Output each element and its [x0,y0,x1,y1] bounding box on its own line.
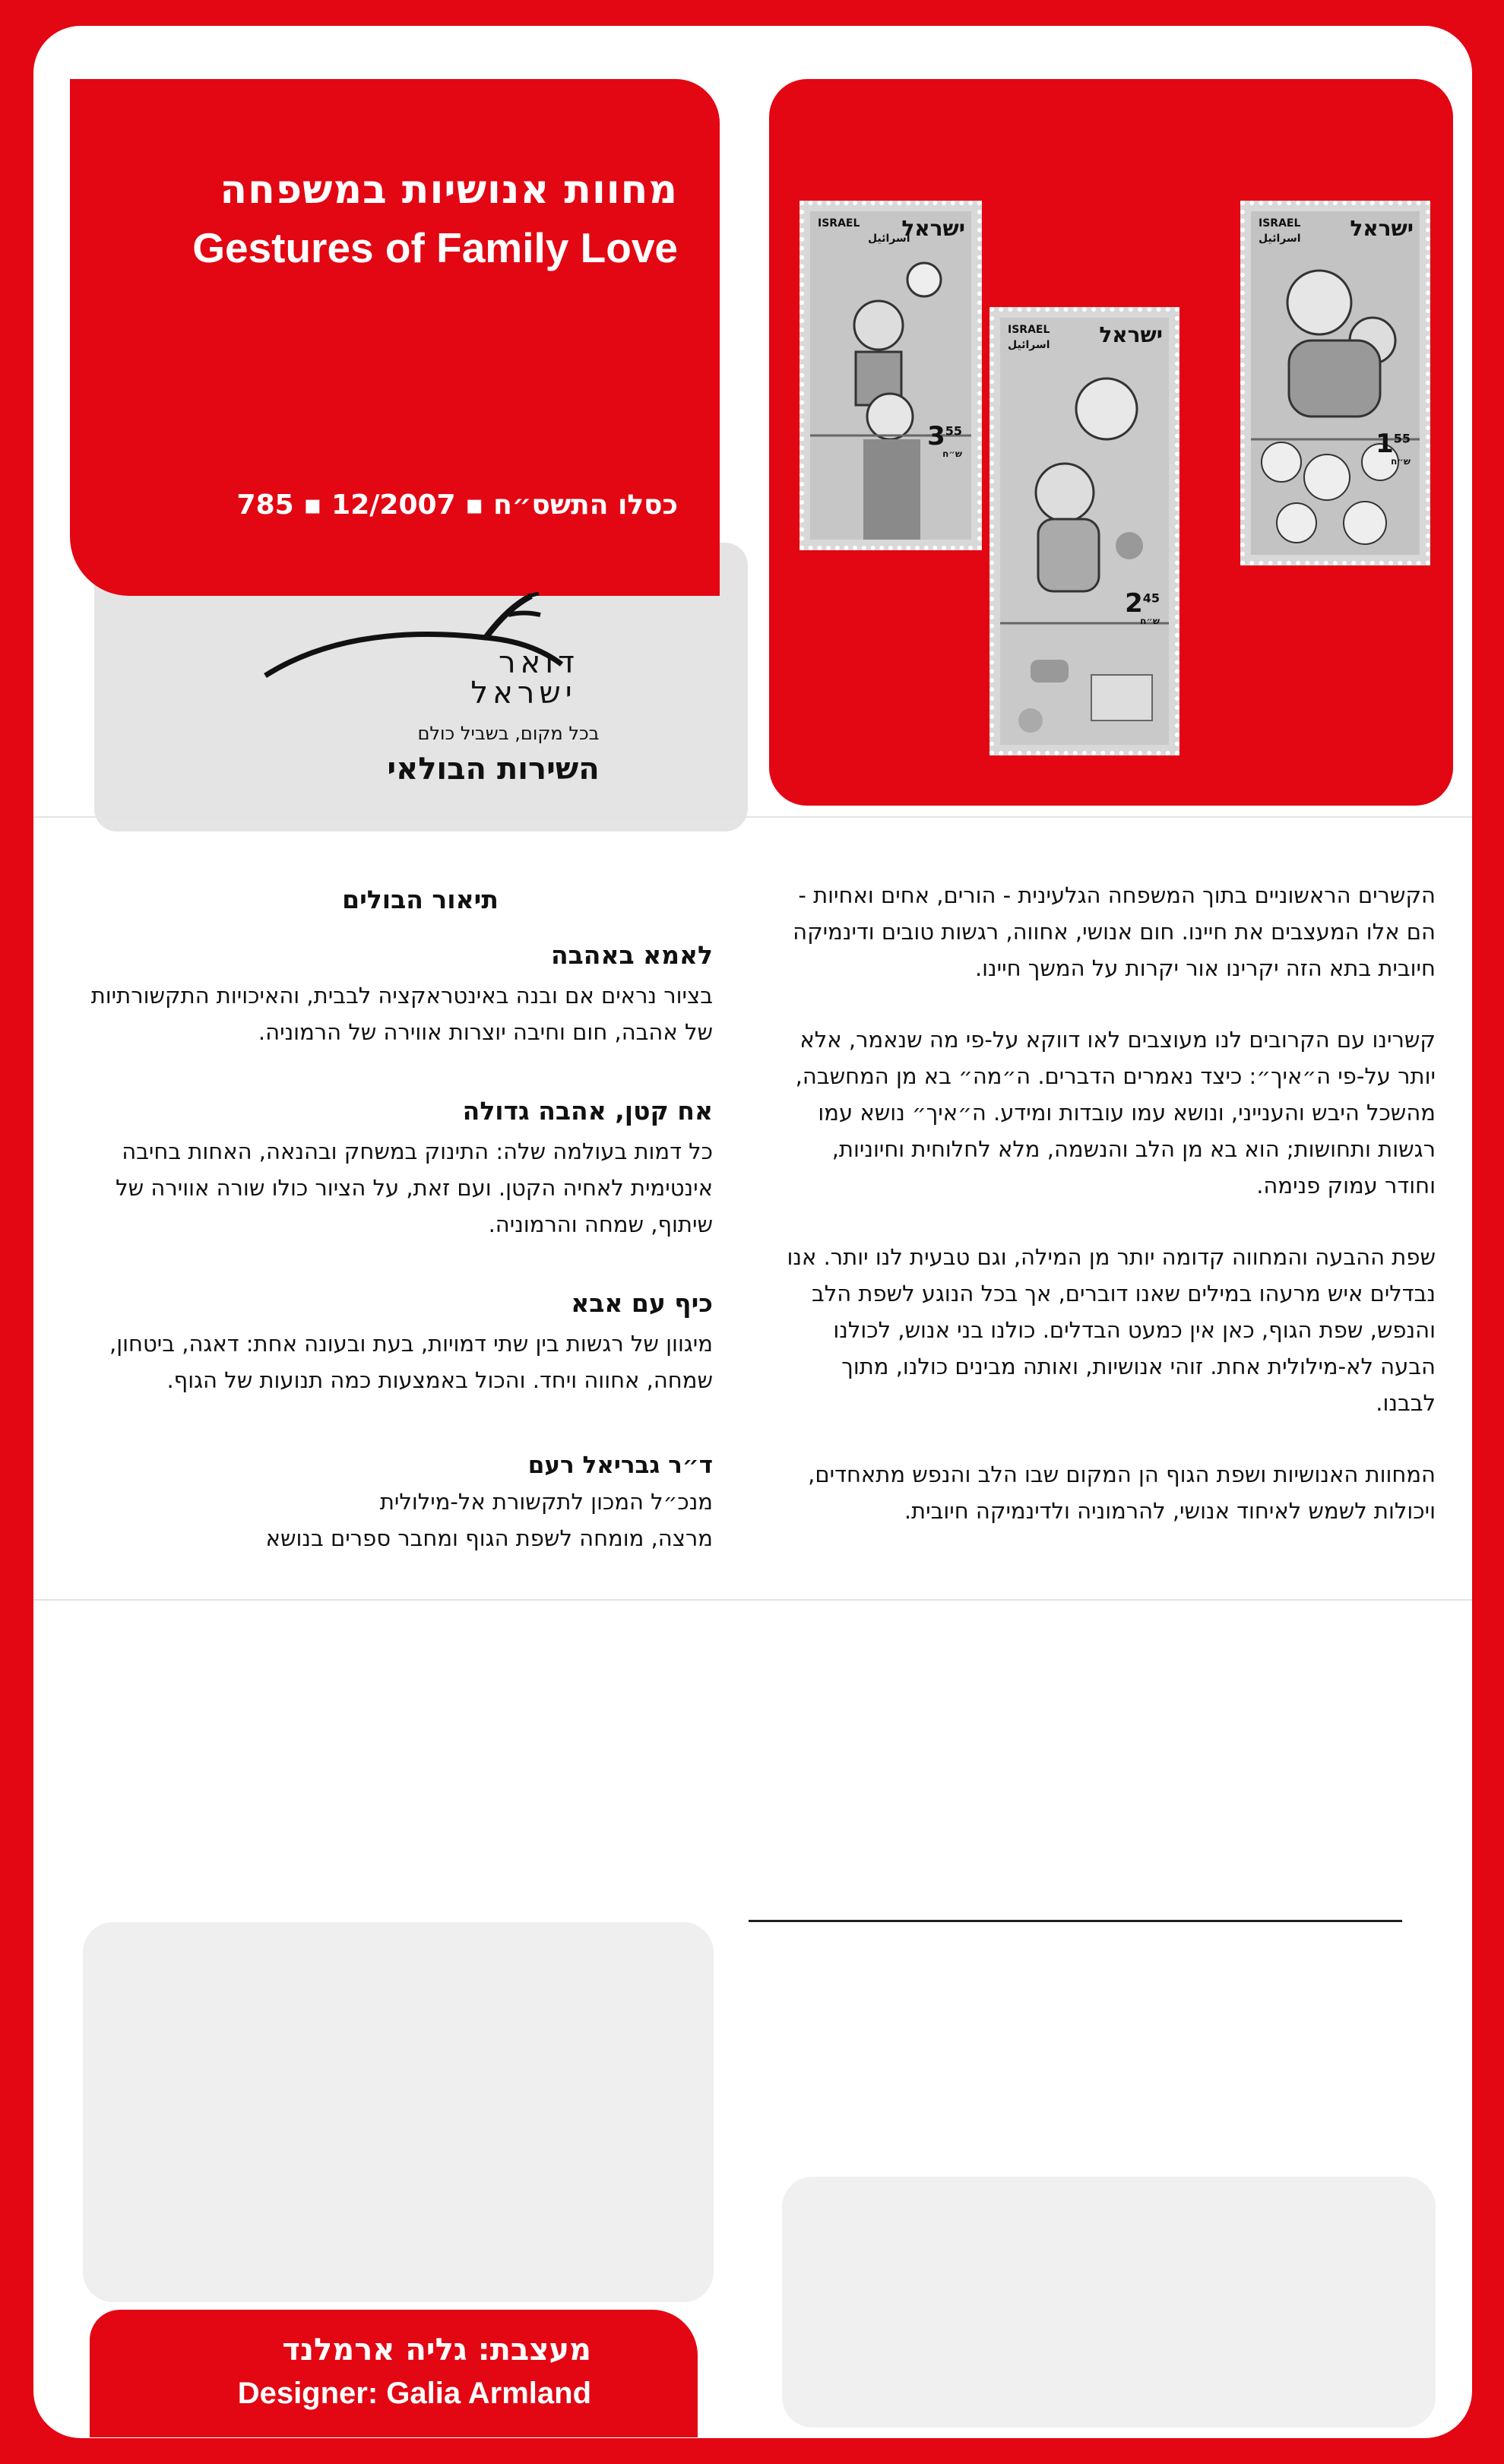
stamp-currency: ש״ח [1391,456,1411,467]
stamp-country-ar: اسرائيل [1259,233,1301,245]
logo-name-line1: דואר [498,645,580,680]
stamp-little-brother [989,307,1179,755]
section-body: כל דמות בעולמה שלה: התינוק במשחק ובהנאה, האחות בחיבה אינטימית לאחיה הקטן. ועם זאת, על הציור כולו שורה אווירה של שיתוף, שמחה והרמוניה. [116,1139,713,1237]
stamp-country-he: ישראל [901,216,965,241]
section-body: מיגוון של רגשות בין שתי דמויות, בעת ובעונה אחת: דאגה, ביטחון, שמחה, אחווה ויחד. והכול באמצעות כמה תנועות של הגוף. [109,1331,713,1393]
designer-hebrew: מעצבת: גליה ארמלנד [282,2333,591,2367]
title-hebrew: מחוות אנושיות במשפחה [220,167,678,213]
designer-credit [90,2310,698,2437]
author-role-line1: מנכ״ל המכון לתקשורת אל-מילולית [379,1489,713,1515]
stamp-fun-with-dad [799,201,982,550]
israel-post-logo [258,592,638,805]
stamp-currency: ש״ח [1140,616,1160,626]
article-paragraph: קשרינו עם הקרובים לנו מעוצבים לאו דווקא על-פי מה שנאמר, אלא יותר על-פי ה״איך״: כיצד נאמרים הדברים. ה״מה״ בא מן המחשבה, מהשכל היבש והענייני, ונושא עמו עובדות ומידע. ה״איך״ נושא עמו רגשות ותחושות; הוא בא מן הלב והנשמה, מלא לחלוחית וחיוניות, וחודר עמוק פנימה. [795,1027,1436,1199]
stamp-country-ar: اسرائيل [1008,339,1050,351]
article-paragraph: שפת ההבעה והמחווה קדומה יותר מן המילה, וגם טבעית לנו יותר. אנו נבדלים איש מרעהו במילים שאנו דוברים, אך בכל הנוגע לשפת הלב והנפש, שפת הגוף, כאן אין כמעט הבדלים. כולנו בני אנוש, לכולנו הבעה לא-מילולית אחת. זוהי אנושיות, ואותה מבינים כולנו, מתוך לבבנו. [787,1244,1436,1416]
author-role-line2: מרצה, מומחה לשפת הגוף ומחבר ספרים בנושא [265,1525,713,1551]
article-text [782,877,1436,1529]
stamp-currency: ש״ח [942,448,962,459]
author-name: ד״ר גבריאל רעם [527,1452,713,1479]
stamp-country-ar: اسرائيل [868,233,910,245]
logo-slogan: בכל מקום, בשביל כולם [417,723,600,744]
brochure-sheet [33,26,1472,2438]
article-paragraph: המחוות האנושיות ושפת הגוף הן המקום שבו הלב והנפש מתאחדים, ויכולות לשמש לאיחוד אנושי, להרמוניה ולדינמיקה חיובית. [808,1462,1436,1524]
stamp-to-mom-with-love [1240,201,1430,565]
section-title: לאמא באהבה [550,940,713,970]
designer-english: Designer: Galia Armland [237,2377,591,2410]
logo-name-line2: ישראל [470,676,577,711]
stamp-country-he: ישראל [1350,216,1414,241]
stamp-descriptions [67,885,713,1557]
section-title: אח קטן, אהבה גדולה [462,1096,713,1126]
section-title: כיף עם אבא [571,1288,713,1318]
philatelic-service-label: השירות הבולאי [387,752,600,787]
fold-line [33,816,1472,818]
stamp-value: $1^{55}$ [1376,429,1411,459]
show-through-block [83,1922,714,2302]
section-body: בציור נראים אם ובנה באינטראקציה לבבית, והאיכויות התקשורתיות של אהבה, חום וחיבה יוצרות אווירה של הרמוניה. [90,983,713,1045]
stamp-country-en: ISRAEL [1259,217,1301,230]
stamp-country-en: ISRAEL [818,217,860,230]
title-panel [70,79,720,596]
title-english: Gestures of Family Love [192,224,678,271]
stamp-value: $2^{45}$ [1125,588,1160,619]
article-divider [749,1920,1402,1922]
descriptions-heading: תיאור הבולים [342,885,499,914]
stamp-value: $3^{55}$ [927,421,962,451]
stamp-country-he: ישראל [1099,322,1163,347]
show-through-block [782,2177,1436,2428]
stamp-country-en: ISRAEL [1008,324,1050,336]
stamps-panel [769,79,1453,806]
fold-line [33,1599,1472,1601]
issue-meta: כסלו התשס״ח ▪ 12/2007 ▪ 785 [236,489,678,521]
article-paragraph: הקשרים הראשוניים בתוך המשפחה הגלעינית - הורים, אחים ואחיות - הם אלו המעצבים את חיינו. חום אנושי, אחווה, רגשות טובים ודינמיקה חיובית בתא הזה יקרינו אור יקרות על המשך חיינו. [793,882,1436,981]
